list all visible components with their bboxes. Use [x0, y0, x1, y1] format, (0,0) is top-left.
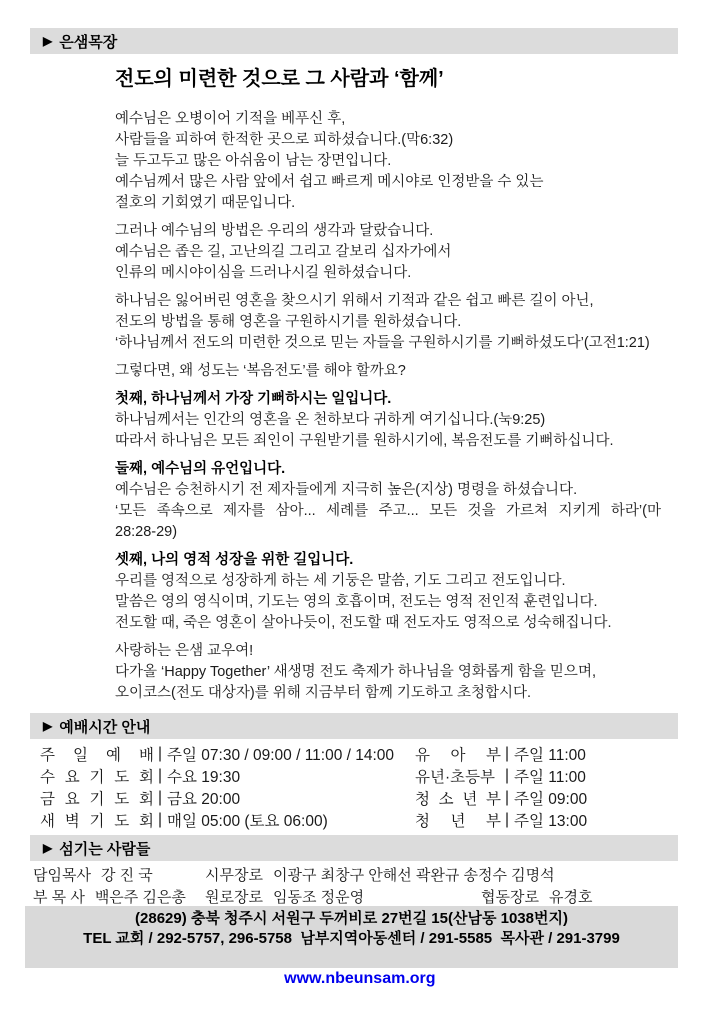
- article-line: 사람들을 피하여 한적한 곳으로 피하셨습니다.(막6:32): [115, 132, 454, 148]
- section-header-label: 은샘목장: [59, 33, 118, 51]
- worship-label: 새 벽 기 도 회: [40, 813, 154, 830]
- section-header-label: 섬기는 사람들: [59, 840, 151, 858]
- article-paragraph: [115, 389, 661, 452]
- triangle-bullet-icon: ▶: [43, 34, 53, 48]
- worship-label: 청 년 부: [415, 813, 501, 830]
- article-line: 예수님은 좁은 길, 고난의길 그리고 갈보리 십자가에서: [115, 244, 452, 260]
- article-line: ‘하나님께서 전도의 미련한 것으로 믿는 자들을 구원하시기를 기뻐하셨도다’(고전1:21): [115, 335, 650, 351]
- separator-bar: |: [158, 789, 163, 806]
- worship-time-row: [40, 765, 415, 787]
- separator-bar: |: [158, 767, 163, 784]
- worship-time-row: [40, 787, 415, 809]
- separator-bar: |: [158, 745, 163, 762]
- worship-value: 주일 13:00: [514, 813, 588, 830]
- worship-label: 청 소 년 부: [415, 791, 501, 808]
- worship-times: [40, 743, 678, 831]
- servant-role: 원로장로: [205, 888, 263, 906]
- article-subheading: 둘째, 예수님의 유언입니다.: [115, 461, 286, 477]
- servant-names: 임동조 정운영: [272, 888, 365, 906]
- article-line: 하나님께서는 인간의 영혼을 온 천하보다 귀하게 여기십니다.(눅9:25): [115, 412, 546, 428]
- worship-time-row: [40, 743, 415, 765]
- worship-time-row: [40, 809, 415, 831]
- worship-value: 주일 11:00: [514, 769, 586, 786]
- article-line: 예수님은 승천하시기 전 제자들에게 지극히 높은(지상) 명령을 하셨습니다.: [115, 482, 578, 498]
- servant-names: 유경호: [548, 888, 593, 906]
- worship-label: 유 아 부: [415, 747, 501, 764]
- separator-bar: |: [158, 811, 163, 828]
- article-paragraph: [115, 641, 661, 704]
- servant-group: [205, 886, 481, 907]
- article-line: 다가올 ‘Happy Together’ 새생명 전도 축제가 하나님을 영화롭게 함을 믿으며,: [115, 664, 596, 680]
- article-subheading: 첫째, 하나님께서 가장 기뻐하시는 일입니다.: [115, 391, 392, 407]
- worship-times-left-column: [40, 743, 415, 831]
- separator-bar: |: [505, 767, 510, 784]
- worship-time-row: [415, 765, 678, 787]
- article-line: 전도의 방법을 통해 영혼을 구원하시기를 원하셨습니다.: [115, 314, 462, 330]
- separator-bar: |: [505, 811, 510, 828]
- article-line: 하나님은 잃어버린 영혼을 찾으시기 위해서 기적과 같은 쉽고 빠른 길이 아닌,: [115, 293, 594, 309]
- footer: [25, 906, 678, 987]
- servant-group: [33, 864, 205, 885]
- section-header-servants: [30, 835, 678, 861]
- servant-group: [33, 886, 205, 907]
- worship-time-row: [415, 809, 678, 831]
- separator-bar: |: [505, 789, 510, 806]
- article-line: 늘 두고두고 많은 아쉬움이 남는 장면입니다.: [115, 153, 392, 169]
- article-line: 사랑하는 은샘 교우여!: [115, 643, 254, 659]
- worship-value: 매일 05:00 (토요 06:00): [167, 813, 328, 830]
- servant-names: 백은주 김은총: [94, 888, 186, 906]
- article-paragraph: [115, 291, 661, 354]
- worship-label: 주 일 예 배: [40, 747, 154, 764]
- article-line: 인류의 메시야이심을 드러나시길 원하셨습니다.: [115, 265, 412, 281]
- article-line: 그러나 예수님의 방법은 우리의 생각과 달랐습니다.: [115, 223, 434, 239]
- triangle-bullet-icon: ▶: [43, 841, 53, 855]
- website-link[interactable]: www.nbeunsam.org: [284, 970, 436, 987]
- article-paragraph: [115, 221, 661, 284]
- servant-role: 담임목사: [33, 866, 91, 884]
- worship-label: 금 요 기 도 회: [40, 791, 154, 808]
- footer-phone-numbers: TEL 교회 / 292-5757, 296-5758 남부지역아동센터 / 291-5585 목사관 / 291-3799: [83, 930, 620, 947]
- worship-time-row: [415, 743, 678, 765]
- article-line: 28:28-29): [115, 524, 178, 540]
- servants-row: [33, 863, 678, 885]
- worship-value: 수요 19:30: [167, 769, 241, 786]
- article-line: 말씀은 영의 영식이며, 기도는 영의 호흡이며, 전도는 영적 전인적 훈련입니다.: [115, 594, 598, 610]
- worship-times-right-column: [415, 743, 678, 831]
- separator-bar: |: [505, 745, 510, 762]
- servant-role: 협동장로: [481, 888, 539, 906]
- section-header-worship-times: [30, 713, 678, 739]
- article-title: 전도의 미련한 것으로 그 사람과 ‘함께’: [115, 68, 444, 90]
- worship-value: 주일 09:00: [514, 791, 588, 808]
- article-line: 따라서 하나님은 모든 죄인이 구원받기를 원하시기에, 복음전도를 기뻐하십니다.: [115, 433, 614, 449]
- servant-role: 시무장로: [205, 866, 263, 884]
- article-line: 그렇다면, 왜 성도는 ‘복음전도’를 해야 할까요?: [115, 363, 406, 379]
- worship-value: 금요 20:00: [167, 791, 241, 808]
- article-paragraph: [115, 109, 661, 214]
- article-line: 전도할 때, 죽은 영혼이 살아나듯이, 전도할 때 전도자도 영적으로 성숙해집니다.: [115, 615, 612, 631]
- servant-names: 이광구 최창구 안해선 곽완규 송정수 김명석: [272, 866, 555, 884]
- article-line: 예수님은 오병이어 기적을 베푸신 후,: [115, 111, 346, 127]
- article-subheading: 셋째, 나의 영적 성장을 위한 길입니다.: [115, 552, 354, 568]
- servant-role: 부 목 사: [33, 888, 85, 906]
- worship-label: 유년·초등부: [415, 769, 496, 786]
- servants-list: [33, 863, 678, 907]
- section-header-eunsaem: [30, 28, 678, 54]
- worship-time-row: [415, 787, 678, 809]
- article-paragraph: [115, 361, 661, 382]
- worship-label: 수 요 기 도 회: [40, 769, 154, 786]
- worship-value: 주일 11:00: [514, 747, 586, 764]
- article-line: 우리를 영적으로 성장하게 하는 세 기둥은 말씀, 기도 그리고 전도입니다.: [115, 573, 566, 589]
- article-paragraph: [115, 550, 661, 634]
- footer-address: (28629) 충북 청주시 서원구 두꺼비로 27번길 15(산남동 1038번지): [135, 910, 568, 927]
- servant-group: [481, 886, 592, 907]
- article-line: 오이코스(전도 대상자)를 위해 지금부터 함께 기도하고 초청합시다.: [115, 685, 532, 701]
- article-paragraph: [115, 459, 661, 543]
- section-header-label: 예배시간 안내: [59, 718, 151, 736]
- article-line: 예수님께서 많은 사람 앞에서 쉽고 빠르게 메시야로 인정받을 수 있는: [115, 174, 544, 190]
- worship-value: 주일 07:30 / 09:00 / 11:00 / 14:00: [167, 747, 395, 764]
- article: [115, 66, 661, 711]
- servants-row: [33, 885, 678, 907]
- triangle-bullet-icon: ▶: [43, 719, 53, 733]
- servant-group: [205, 864, 555, 885]
- servant-names: 강 진 국: [100, 866, 153, 884]
- article-line: ‘모든 족속으로 제자를 삼아... 세례를 주고... 모든 것을 가르쳐 지키게 하라’(마: [115, 503, 661, 519]
- article-line: 절호의 기회였기 때문입니다.: [115, 195, 296, 211]
